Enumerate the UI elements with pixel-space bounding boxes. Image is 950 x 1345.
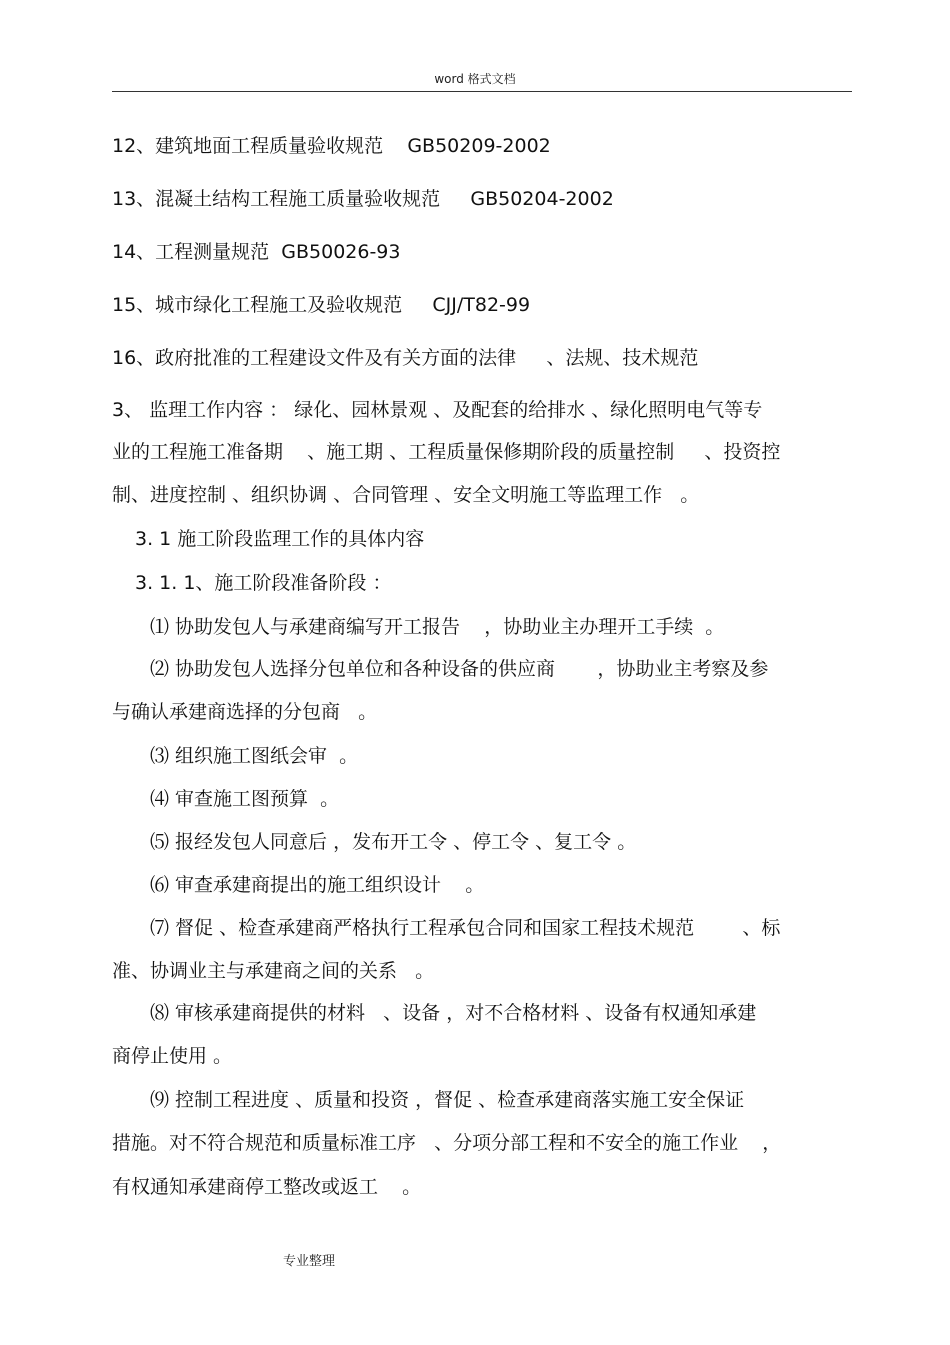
list-item: ⑼ 控制工程进度 、质量和投资 ，督促 、检查承建商落实施工安全保证: [150, 1089, 745, 1111]
list-item-continuation: 准、协调业主与承建商之间的关系 。: [112, 960, 435, 982]
text-line: 3、 监理工作内容 ： 绿化、园林景观 、及配套的给排水 、绿化照明电气等专: [112, 399, 763, 421]
list-item: ⑺ 督促 、检查承建商严格执行工程承包合同和国家工程技术规范 、标: [150, 917, 781, 939]
text-line: 12、建筑地面工程质量验收规范 GB50209-2002: [112, 135, 551, 157]
list-item: ⑹ 审查承建商提出的施工组织设计 。: [150, 874, 485, 896]
list-item: ⑻ 审核承建商提供的材料 、设备 ，对不合格材料 、设备有权通知承建: [150, 1002, 757, 1024]
list-item-continuation: 商停止使用 。: [112, 1045, 233, 1067]
page-header: word 格式文档: [434, 72, 516, 86]
list-item: ⑵ 协助发包人选择分包单位和各种设备的供应商 ，协助业主考察及参: [150, 658, 769, 680]
page-footer: 专业整理: [283, 1254, 336, 1269]
list-item-continuation: 有权通知承建商停工整改或返工 。: [112, 1176, 422, 1198]
list-item-continuation: 与确认承建商选择的分包商 。: [112, 701, 378, 723]
list-item: ⑸ 报经发包人同意后 ，发布开工令 、停工令 、复工令 。: [150, 831, 637, 853]
list-item-continuation: 措施。对不符合规范和质量标准工序 、分项分部工程和不安全的施工作业 ，: [112, 1132, 782, 1154]
text-line: 15、城市绿化工程施工及验收规范 CJJ/T82-99: [112, 294, 531, 316]
list-item: ⑷ 审查施工图预算 。: [150, 788, 340, 810]
text-line: 16、政府批准的工程建设文件及有关方面的法律 、法规、技术规范: [112, 347, 699, 369]
list-item: ⑶ 组织施工图纸会审 。: [150, 745, 359, 767]
text-line: 14、工程测量规范 GB50026-93: [112, 241, 401, 263]
header-divider: [112, 91, 852, 92]
text-line: 13、混凝土结构工程施工质量验收规范 GB50204-2002: [112, 188, 614, 210]
text-line: 业的工程施工准备期 、施工期 、工程质量保修期阶段的质量控制 、投资控: [112, 441, 781, 463]
text-line: 制、进度控制 、组织协调 、合同管理 、安全文明施工等监理工作 。: [112, 484, 700, 506]
section-heading: 3. 1 施工阶段监理工作的具体内容: [135, 528, 425, 550]
list-item: ⑴ 协助发包人与承建商编写开工报告 ，协助业主办理开工手续 。: [150, 616, 725, 638]
subsection-heading: 3. 1. 1、施工阶段准备阶段 ：: [135, 572, 392, 594]
